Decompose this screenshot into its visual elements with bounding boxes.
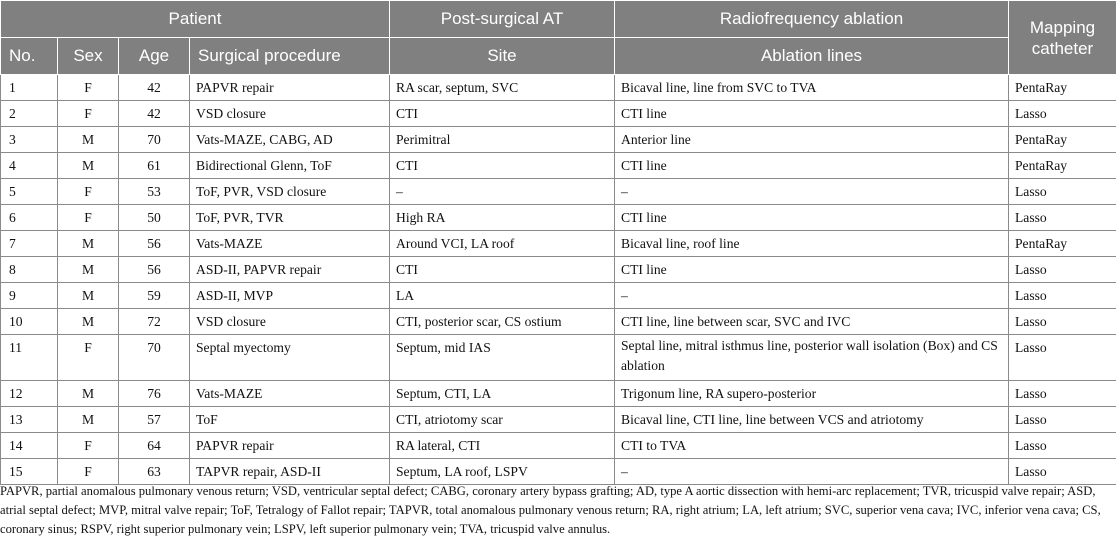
cell-catheter: Lasso	[1009, 101, 1116, 127]
cell-no: 10	[1, 309, 58, 335]
cell-no: 9	[1, 283, 58, 309]
cell-catheter: Lasso	[1009, 283, 1116, 309]
cell-no: 8	[1, 257, 58, 283]
cell-catheter: Lasso	[1009, 381, 1116, 407]
cell-age: 70	[119, 335, 190, 381]
cell-catheter: PentaRay	[1009, 75, 1116, 101]
cell-procedure: Vats-MAZE, CABG, AD	[190, 127, 390, 153]
cell-no: 7	[1, 231, 58, 257]
cell-ablation-lines: Bicaval line, roof line	[615, 231, 1009, 257]
cell-sex: M	[58, 381, 119, 407]
cell-no: 12	[1, 381, 58, 407]
cell-site: CTI	[390, 257, 615, 283]
cell-procedure: Vats-MAZE	[190, 381, 390, 407]
cell-ablation-lines: –	[615, 179, 1009, 205]
cell-site: CTI	[390, 153, 615, 179]
cell-sex: F	[58, 205, 119, 231]
cell-site: Perimitral	[390, 127, 615, 153]
cell-procedure: PAPVR repair	[190, 75, 390, 101]
cell-site: CTI, atriotomy scar	[390, 407, 615, 433]
cell-no: 15	[1, 459, 58, 485]
cell-no: 11	[1, 335, 58, 381]
cell-age: 61	[119, 153, 190, 179]
cell-sex: F	[58, 101, 119, 127]
cell-catheter: Lasso	[1009, 257, 1116, 283]
header-age: Age	[119, 38, 190, 75]
cell-age: 50	[119, 205, 190, 231]
cell-age: 56	[119, 231, 190, 257]
cell-ablation-lines: Trigonum line, RA supero-posterior	[615, 381, 1009, 407]
cell-catheter: Lasso	[1009, 179, 1116, 205]
cell-no: 1	[1, 75, 58, 101]
cell-age: 59	[119, 283, 190, 309]
cell-ablation-lines: Anterior line	[615, 127, 1009, 153]
cell-catheter: PentaRay	[1009, 231, 1116, 257]
cell-catheter: Lasso	[1009, 205, 1116, 231]
cell-site: High RA	[390, 205, 615, 231]
cell-ablation-lines: Bicaval line, line from SVC to TVA	[615, 75, 1009, 101]
cell-age: 63	[119, 459, 190, 485]
header-site: Site	[390, 38, 615, 75]
table-body	[1, 75, 1116, 485]
cell-sex: F	[58, 75, 119, 101]
cell-site: CTI	[390, 101, 615, 127]
cell-site: Septum, LA roof, LSPV	[390, 459, 615, 485]
cell-sex: M	[58, 257, 119, 283]
cell-sex: F	[58, 433, 119, 459]
cell-ablation-lines: Bicaval line, CTI line, line between VCS and atriotomy	[615, 407, 1009, 433]
cell-age: 72	[119, 309, 190, 335]
cell-sex: F	[58, 179, 119, 205]
cell-procedure: Septal myectomy	[190, 335, 390, 381]
cell-no: 3	[1, 127, 58, 153]
cell-ablation-lines: CTI line	[615, 153, 1009, 179]
cell-catheter: Lasso	[1009, 407, 1116, 433]
cell-sex: M	[58, 407, 119, 433]
table-row	[1, 127, 1116, 153]
cell-age: 53	[119, 179, 190, 205]
cell-sex: M	[58, 153, 119, 179]
table-row	[1, 283, 1116, 309]
cell-catheter: PentaRay	[1009, 127, 1116, 153]
cell-age: 42	[119, 101, 190, 127]
cell-sex: M	[58, 127, 119, 153]
cell-no: 5	[1, 179, 58, 205]
table-footnote: PAPVR, partial anomalous pulmonary venous return; VSD, ventricular septal defect; CABG, coronary artery bypass grafting; AD, type A aortic dissection with hemi-arc replacement; TVR, tricuspid valve repair; ASD, atrial septal defect; MVP, mitral valve repair; ToF, Tetralogy of Fallot repair; TAPVR, total anomalous pulmonary venous return; RA, right atrium; LA, left atrium; SVC, superior vena cava; IVC, inferior vena cava; CS, coronary sinus; RSPV, right superior pulmonary vein; LSPV, left superior pulmonary vein; TVA, tricuspid valve annulus.	[0, 484, 1101, 536]
table-row	[1, 335, 1116, 381]
cell-catheter: Lasso	[1009, 309, 1116, 335]
cell-procedure: Bidirectional Glenn, ToF	[190, 153, 390, 179]
cell-no: 14	[1, 433, 58, 459]
cell-age: 76	[119, 381, 190, 407]
cell-no: 13	[1, 407, 58, 433]
cell-no: 4	[1, 153, 58, 179]
cell-age: 57	[119, 407, 190, 433]
cell-procedure: Vats-MAZE	[190, 231, 390, 257]
cell-procedure: TAPVR repair, ASD-II	[190, 459, 390, 485]
cell-catheter: Lasso	[1009, 433, 1116, 459]
table-row	[1, 75, 1116, 101]
header-procedure: Surgical procedure	[190, 38, 390, 75]
header-column-row	[1, 38, 1116, 75]
cell-catheter: PentaRay	[1009, 153, 1116, 179]
cell-age: 56	[119, 257, 190, 283]
cell-procedure: ToF, PVR, VSD closure	[190, 179, 390, 205]
cell-sex: F	[58, 459, 119, 485]
header-ablation-lines: Ablation lines	[615, 38, 1009, 75]
cell-procedure: VSD closure	[190, 101, 390, 127]
table-row	[1, 309, 1116, 335]
cell-ablation-lines: CTI line, line between scar, SVC and IVC	[615, 309, 1009, 335]
header-patient: Patient	[1, 1, 390, 38]
header-post-surgical-at: Post-surgical AT	[390, 1, 615, 38]
cell-site: Septum, mid IAS	[390, 335, 615, 381]
cell-site: CTI, posterior scar, CS ostium	[390, 309, 615, 335]
cell-procedure: ASD-II, PAPVR repair	[190, 257, 390, 283]
table-row	[1, 231, 1116, 257]
table-row	[1, 101, 1116, 127]
table-row	[1, 153, 1116, 179]
cell-catheter: Lasso	[1009, 335, 1116, 381]
cell-site: –	[390, 179, 615, 205]
table-row	[1, 407, 1116, 433]
cell-ablation-lines: CTI to TVA	[615, 433, 1009, 459]
table-row	[1, 257, 1116, 283]
cell-ablation-lines: CTI line	[615, 257, 1009, 283]
cell-sex: M	[58, 283, 119, 309]
cell-procedure: ASD-II, MVP	[190, 283, 390, 309]
header-no: No.	[1, 38, 58, 75]
header-rf-ablation: Radiofrequency ablation	[615, 1, 1009, 38]
table-row	[1, 459, 1116, 485]
cell-catheter: Lasso	[1009, 459, 1116, 485]
cell-age: 64	[119, 433, 190, 459]
table-row	[1, 205, 1116, 231]
cell-no: 6	[1, 205, 58, 231]
cell-ablation-lines: CTI line	[615, 205, 1009, 231]
cell-sex: F	[58, 335, 119, 381]
cell-ablation-lines: CTI line	[615, 101, 1009, 127]
cell-site: Septum, CTI, LA	[390, 381, 615, 407]
table-row	[1, 179, 1116, 205]
header-group-row	[1, 1, 1116, 38]
cell-sex: M	[58, 309, 119, 335]
cell-procedure: ToF, PVR, TVR	[190, 205, 390, 231]
cell-procedure: VSD closure	[190, 309, 390, 335]
cell-site: RA lateral, CTI	[390, 433, 615, 459]
header-mapping-catheter: Mapping catheter	[1009, 1, 1116, 75]
table-row	[1, 381, 1116, 407]
cell-site: RA scar, septum, SVC	[390, 75, 615, 101]
cell-site: Around VCI, LA roof	[390, 231, 615, 257]
cell-ablation-lines: –	[615, 459, 1009, 485]
cell-procedure: PAPVR repair	[190, 433, 390, 459]
cell-no: 2	[1, 101, 58, 127]
cell-age: 42	[119, 75, 190, 101]
cell-ablation-lines: –	[615, 283, 1009, 309]
table-row	[1, 433, 1116, 459]
cell-ablation-lines: Septal line, mitral isthmus line, posterior wall isolation (Box) and CS ablation	[615, 335, 1009, 381]
cell-site: LA	[390, 283, 615, 309]
cell-sex: M	[58, 231, 119, 257]
header-sex: Sex	[58, 38, 119, 75]
cell-procedure: ToF	[190, 407, 390, 433]
cell-age: 70	[119, 127, 190, 153]
